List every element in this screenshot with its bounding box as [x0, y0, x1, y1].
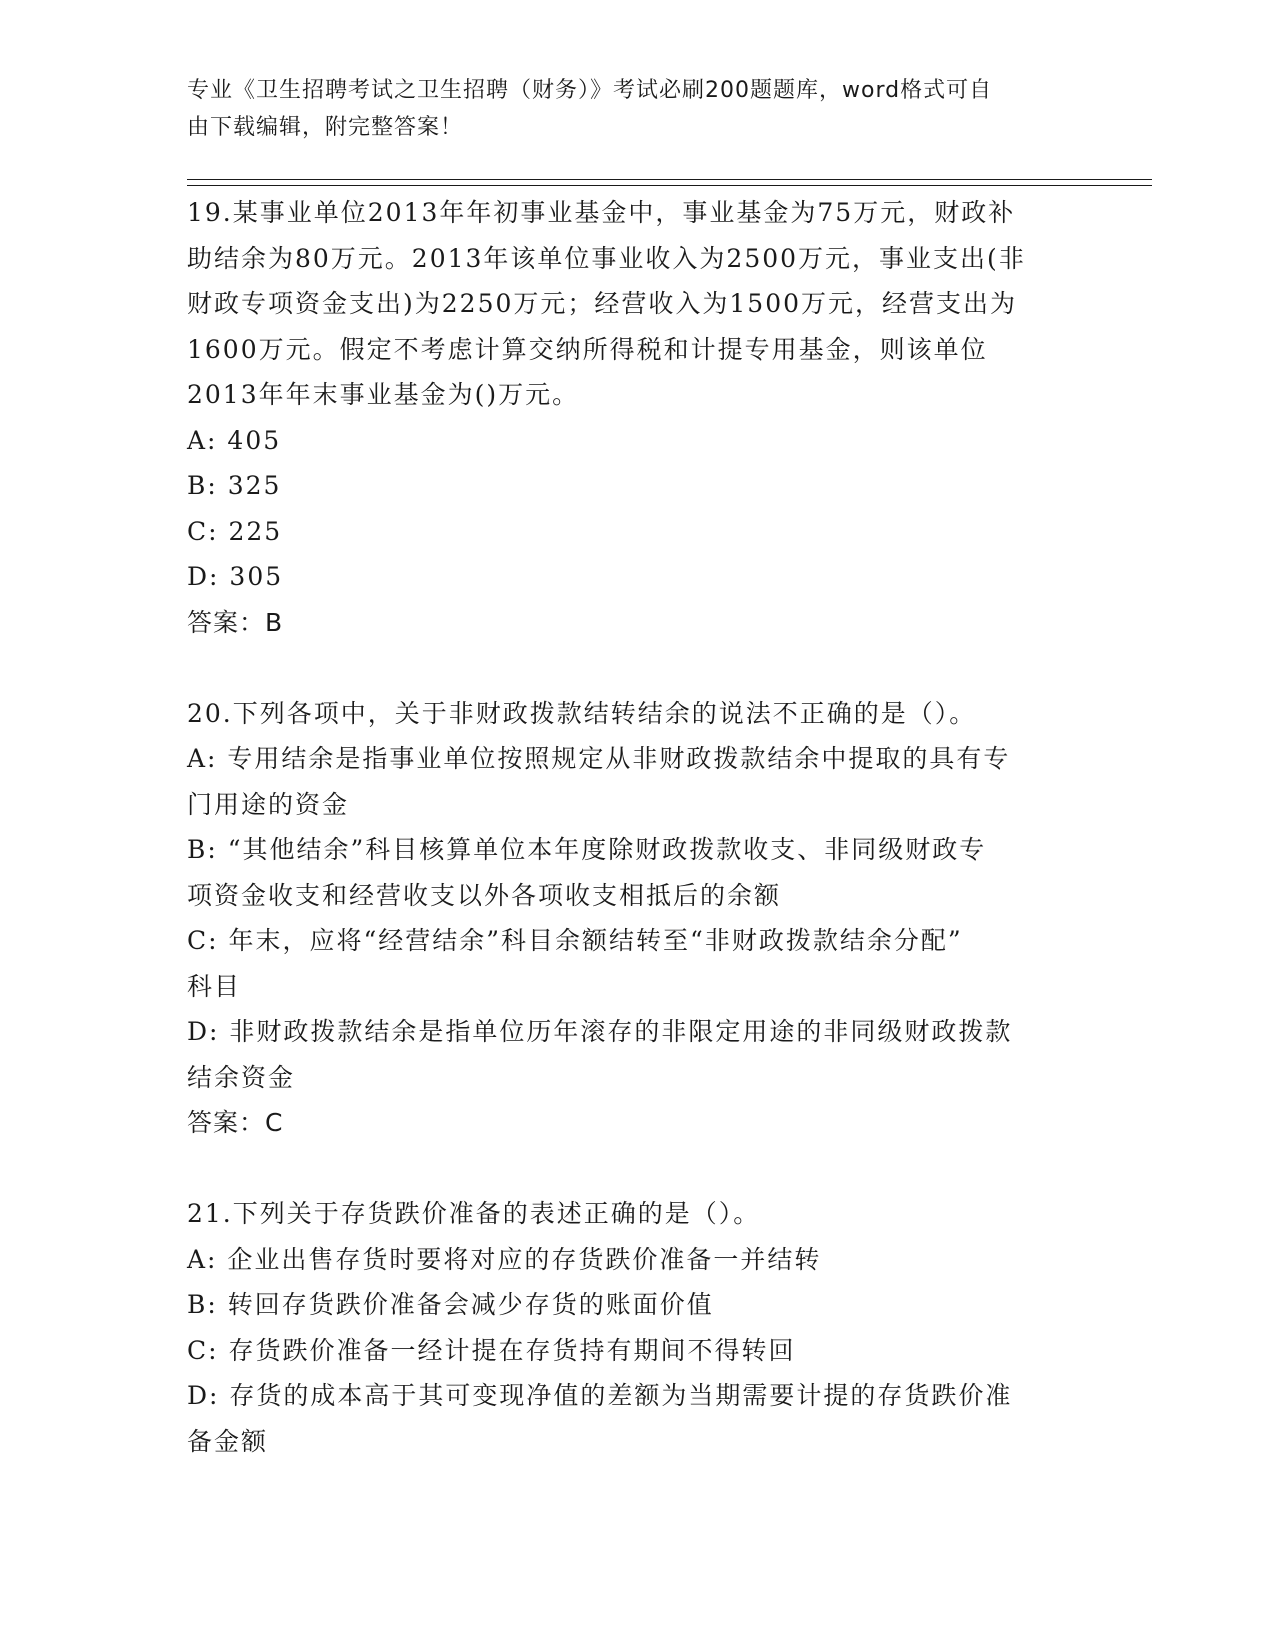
question-19	[187, 190, 1087, 645]
question-19-stem-line-1: 19.某事业单位2013年年初事业基金中，事业基金为75万元，财政补	[187, 198, 1016, 227]
header-line-2: 由下载编辑，附完整答案！	[187, 115, 464, 140]
question-19-stem-line-5: 2013年年末事业基金为()万元。	[187, 380, 580, 409]
question-20-option-d-line-2: 结余资金	[187, 1062, 296, 1092]
question-21-option-d-line-1: D: 存货的成本高于其可变现净值的差额为当期需要计提的存货跌价准	[187, 1381, 1013, 1410]
question-21-option-a: A: 企业出售存货时要将对应的存货跌价准备一并结转	[187, 1244, 822, 1274]
question-20-stem-line-1: 20.下列各项中，关于非财政拨款结转结余的说法不正确的是（）。	[187, 698, 977, 728]
question-20	[187, 691, 1087, 1146]
question-19-stem-line-3: 财政专项资金支出)为2250万元；经营收入为1500万元，经营支出为	[187, 289, 1018, 318]
header-divider-top	[187, 179, 1152, 180]
question-list	[187, 190, 1087, 1464]
question-19-stem-line-4: 1600万元。假定不考虑计算交纳所得税和计提专用基金，则该单位	[187, 334, 988, 364]
question-20-option-c-line-2: 科目	[187, 971, 242, 1001]
question-20-answer: 答案：C	[187, 1108, 284, 1137]
question-20-option-b-line-2: 项资金收支和经营收支以外各项收支相抵后的余额	[187, 880, 782, 910]
question-21-option-b: B: 转回存货跌价准备会减少存货的账面价值	[187, 1290, 714, 1319]
question-20-option-c-line-1: C: 年末，应将“经营结余”科目余额结转至“非财政拨款结余分配”	[187, 926, 963, 955]
question-19-stem-line-2: 助结余为80万元。2013年该单位事业收入为2500万元，事业支出(非	[187, 243, 1026, 273]
question-19-option-c: C: 225	[187, 516, 283, 546]
question-21	[187, 1191, 1087, 1464]
question-21-option-c: C: 存货跌价准备一经计提在存货持有期间不得转回	[187, 1335, 796, 1365]
question-20-option-a-line-2: 门用途的资金	[187, 789, 350, 819]
header-line-1: 专业《卫生招聘考试之卫生招聘（财务）》考试必刷200题题库，word格式可自	[187, 78, 993, 103]
document-header	[187, 72, 1067, 146]
question-spacer	[187, 1146, 1087, 1192]
question-19-option-d: D: 305	[187, 562, 284, 591]
question-21-option-d-line-2: 备金额	[187, 1426, 269, 1456]
question-19-option-b: B: 325	[187, 471, 282, 500]
question-20-option-a-line-1: A: 专用结余是指事业单位按照规定从非财政拨款结余中提取的具有专	[187, 744, 1011, 773]
question-19-option-a: A: 405	[187, 425, 282, 455]
question-spacer	[187, 645, 1087, 691]
question-19-answer: 答案：B	[187, 607, 284, 637]
question-20-option-b-line-1: B: “其他结余”科目核算单位本年度除财政拨款收支、非同级财政专	[187, 835, 987, 864]
question-21-stem-line-1: 21.下列关于存货跌价准备的表述正确的是（）。	[187, 1199, 761, 1228]
question-20-option-d-line-1: D: 非财政拨款结余是指单位历年滚存的非限定用途的非同级财政拨款	[187, 1017, 1013, 1046]
header-divider-bottom	[187, 185, 1152, 186]
